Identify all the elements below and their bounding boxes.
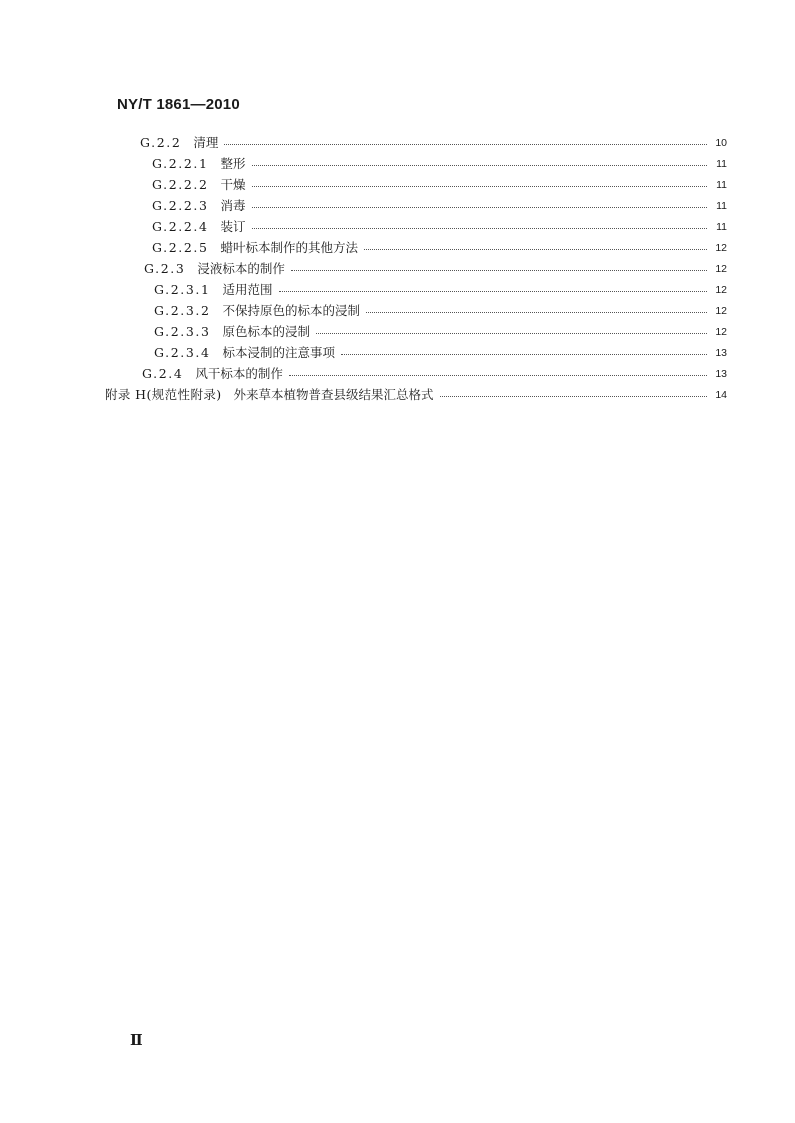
toc-leader-dots xyxy=(252,227,707,229)
toc-number: G.2.3.1 xyxy=(154,282,211,297)
toc-leader-dots xyxy=(252,206,707,208)
toc-leader-dots xyxy=(316,332,707,334)
toc-number: G.2.2 xyxy=(140,135,182,150)
toc-leader-dots xyxy=(224,143,707,145)
toc-page-number: 12 xyxy=(715,263,727,275)
toc-row[interactable] xyxy=(144,257,727,277)
toc-title: 不保持原色的标本的浸制 xyxy=(222,303,361,318)
toc-title: 清理 xyxy=(193,135,219,150)
toc-title: 浸液标本的制作 xyxy=(197,261,285,276)
toc-row[interactable] xyxy=(154,278,727,298)
toc-number: G.2.3.2 xyxy=(154,303,211,318)
toc-number: G.2.2.2 xyxy=(152,177,209,192)
toc-page-number: 12 xyxy=(715,284,727,296)
toc-leader-dots xyxy=(291,269,707,271)
toc-page-number: 12 xyxy=(715,242,727,254)
toc-number: G.2.4 xyxy=(142,366,184,381)
toc-row[interactable] xyxy=(154,299,727,319)
toc-page-number: 10 xyxy=(715,137,727,149)
toc-title: 外来草本植物普查县级结果汇总格式 xyxy=(233,387,434,402)
toc-page-number: 12 xyxy=(715,305,727,317)
toc-page-number: 12 xyxy=(715,326,727,338)
toc-row[interactable] xyxy=(142,362,727,382)
toc-title: 风干标本的制作 xyxy=(195,366,283,381)
toc-page-number: 11 xyxy=(716,221,727,233)
toc-page-number: 13 xyxy=(715,347,727,359)
toc-title: 装订 xyxy=(220,219,246,234)
toc-row[interactable] xyxy=(105,383,727,403)
toc-title: 原色标本的浸制 xyxy=(222,324,311,339)
toc-number: G.2.3.4 xyxy=(154,345,211,360)
toc-leader-dots xyxy=(279,290,707,292)
toc-page-number: 11 xyxy=(716,158,727,170)
toc-leader-dots xyxy=(289,374,707,376)
toc-number: 附录 H(规范性附录) xyxy=(105,387,222,402)
toc-title: 干燥 xyxy=(220,177,246,192)
toc-number: G.2.3 xyxy=(144,261,186,276)
toc-page-number: 14 xyxy=(715,389,727,401)
toc-title: 整形 xyxy=(220,156,246,171)
toc-row[interactable] xyxy=(152,215,727,235)
toc-number: G.2.2.3 xyxy=(152,198,209,213)
toc-row[interactable] xyxy=(140,131,727,151)
toc-number: G.2.2.1 xyxy=(152,156,209,171)
toc-row[interactable] xyxy=(152,152,727,172)
toc-leader-dots xyxy=(341,353,707,355)
toc-row[interactable] xyxy=(152,194,727,214)
toc-leader-dots xyxy=(252,164,707,166)
toc-title: 标本浸制的注意事项 xyxy=(222,345,336,360)
toc-leader-dots xyxy=(364,248,707,250)
toc-row[interactable] xyxy=(154,320,727,340)
toc-number: G.2.3.3 xyxy=(154,324,211,339)
toc-page-number: 13 xyxy=(715,368,727,380)
toc-number: G.2.2.5 xyxy=(152,240,209,255)
toc-row[interactable] xyxy=(152,236,727,256)
toc-title: 消毒 xyxy=(220,198,246,213)
page-number-roman: Ⅱ xyxy=(130,1031,143,1049)
toc-leader-dots xyxy=(366,311,707,313)
toc-row[interactable] xyxy=(152,173,727,193)
toc-leader-dots xyxy=(440,395,707,397)
document-code: NY/T 1861—2010 xyxy=(117,96,240,113)
toc-leader-dots xyxy=(252,185,707,187)
toc-page-number: 11 xyxy=(716,200,727,212)
toc-row[interactable] xyxy=(154,341,727,361)
toc-page-number: 11 xyxy=(716,179,727,191)
toc-title: 蜡叶标本制作的其他方法 xyxy=(220,240,359,255)
toc-title: 适用范围 xyxy=(222,282,273,297)
toc-number: G.2.2.4 xyxy=(152,219,209,234)
